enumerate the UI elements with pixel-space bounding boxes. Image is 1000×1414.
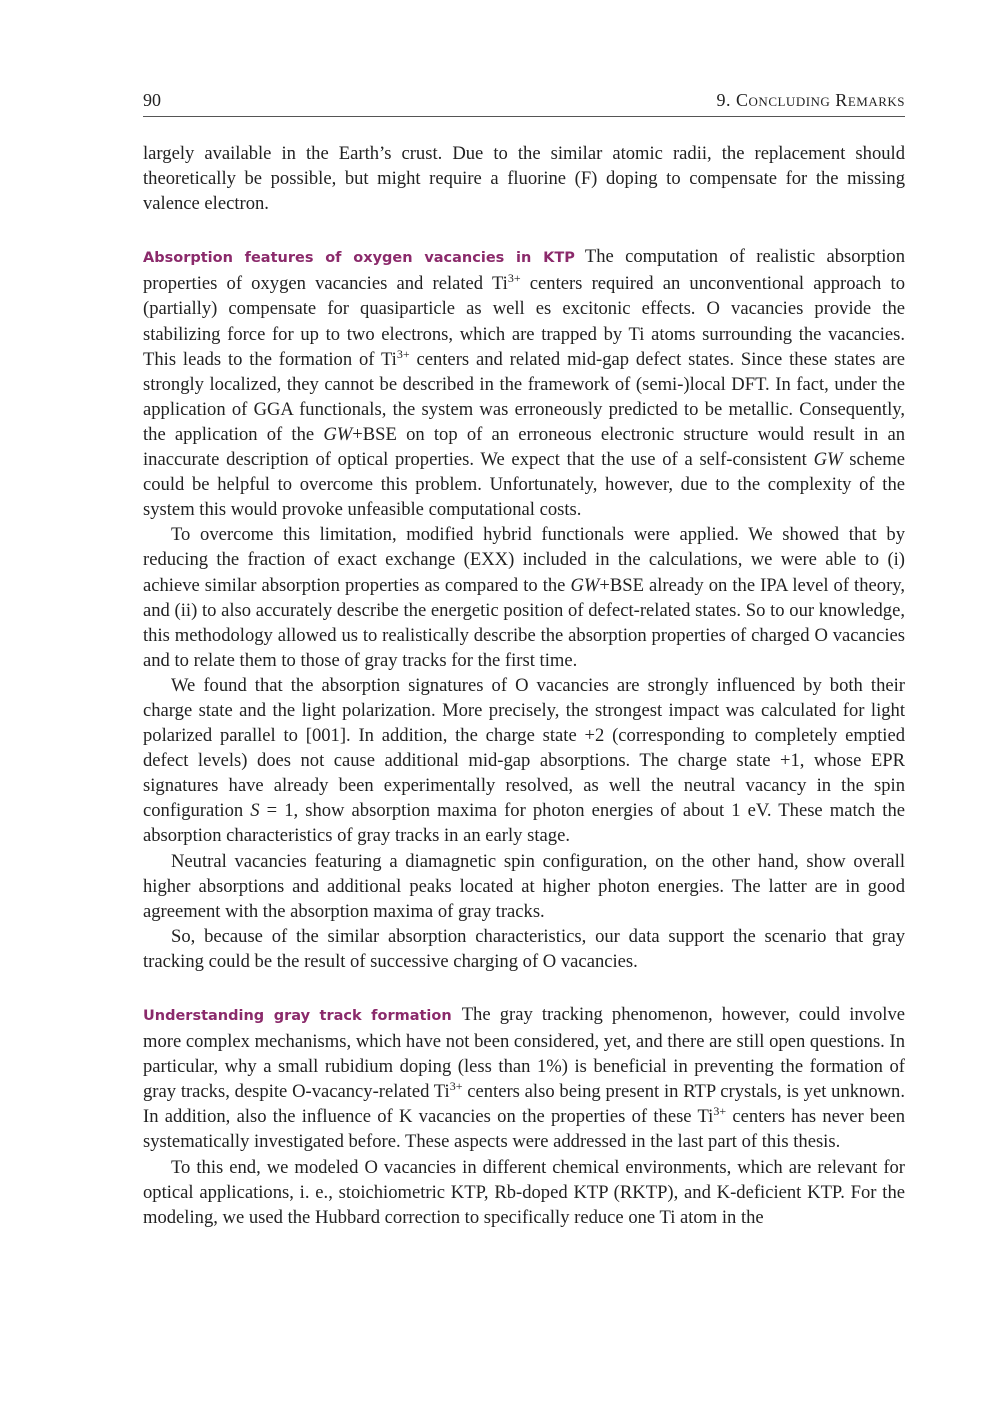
text-run: centers also being present in RTP crystals, is yet unknown. In addition, also the influence of K vacancies on the properties of these Ti (143, 1081, 906, 1128)
text-run: The computation of realistic absorption properties of oxygen vacancies and related Ti (143, 246, 905, 295)
text-run: scheme could be helpful to overcome this problem. Unfortunately, however, due to the complexity of the system this would provoke unfeasible computational costs. (143, 449, 905, 521)
text-run: The gray tracking phenomenon, however, could involve more complex mechanisms, which have not been considered, yet, and there are still open questions. In particular, why a small rubidium doping (less than 1%) is beneficial in preventing the formation of gray tracks, despite O-vacancy-related Ti (143, 1004, 905, 1103)
chapter-title: 9. Concluding Remarks (716, 90, 905, 110)
paragraph (143, 141, 905, 216)
paragraph (143, 924, 905, 974)
text-run: centers has never been systematically investigated before. These aspects were addressed in the last part of this thesis. (143, 1106, 906, 1153)
page-body (143, 141, 905, 1230)
paragraph-heading: Absorption features of oxygen vacancies in KTP (143, 250, 575, 267)
page-number: 90 (143, 90, 161, 110)
italic-text: GW (813, 449, 843, 471)
text-run: largely available in the Earth’s crust. Due to the similar atomic radii, the replacement should theoretically be possible, but might require a fluorine (F) doping to compensate for the missing valence electron. (143, 143, 905, 215)
text-run: To this end, we modeled O vacancies in different chemical environments, which are relevant for optical applications, i. e., stoichiometric KTP, Rb-doped KTP (RKTP), and K-deficient KTP. For the modeling, we used the Hubbard correction to specifically reduce one Ti atom in the (143, 1156, 905, 1228)
text-run: centers required an unconventional approach to (partially) compensate for quasiparticle as well es excitonic effects. O vacancies provide the stabilizing force for up to two electrons, which are trapped by Ti atoms surrounding the vacancies. This leads to the formation of Ti (143, 273, 905, 370)
superscript: 3+ (507, 271, 521, 286)
italic-text: GW (570, 574, 600, 596)
italic-text: S (250, 800, 260, 822)
paragraph (143, 522, 905, 673)
text-run: centers and related mid-gap defect states. Since these states are strongly localized, they cannot be described in the framework of (semi-)local DFT. In fact, under the application of GGA functionals, the system was erroneously predicted to be metallic. Consequently, the application of the (143, 348, 905, 445)
text-run: To overcome this limitation, modified hybrid functionals were applied. We showed that by reducing the fraction of exact exchange (EXX) included in the calculations, we were able to (i) achieve similar absorption properties as compared to the (143, 524, 905, 596)
italic-text: GW (323, 423, 353, 445)
paragraph (143, 849, 905, 924)
text-run: = 1, show absorption maxima for photon energies of about 1 eV. These match the absorption characteristics of gray tracks in an early stage. (143, 800, 905, 847)
superscript: 3+ (396, 346, 410, 361)
text-run: So, because of the similar absorption characteristics, our data support the scenario that gray tracking could be the result of successive charging of O vacancies. (143, 925, 905, 972)
paragraph-heading: Understanding gray track formation (143, 1008, 452, 1024)
superscript: 3+ (713, 1104, 727, 1119)
text-run: +BSE on top of an erroneous electronic structure would result in an inaccurate description of optical properties. We expect that the use of a self-consistent (143, 423, 905, 471)
superscript: 3+ (449, 1079, 463, 1094)
text-run: We found that the absorption signatures of O vacancies are strongly influenced by both their charge state and the light polarization. More precisely, the strongest impact was calculated for light polarized parallel to [001]. In addition, the charge state +2 (corresponding to completely emptied defect levels) does not cause additional mid-gap absorptions. The charge state +1, whose EPR signatures have already been experimentally resolved, as well the neutral vacancy in the spin configuration (143, 674, 905, 822)
text-run: +BSE already on the IPA level of theory, and (ii) to also accurately describe the energetic position of defect-related states. So to our knowledge, this methodology allowed us to realistically describe the absorption properties of charged O vacancies and to relate them to those of gray tracks for the first time. (143, 574, 905, 671)
paragraph (143, 1002, 905, 1155)
running-header (143, 90, 905, 117)
paragraph (143, 673, 905, 849)
text-run: Neutral vacancies featuring a diamagnetic spin configuration, on the other hand, show overall higher absorptions and additional peaks located at higher photon energies. The latter are in good agreement with the absorption maxima of gray tracks. (143, 850, 905, 922)
paragraph (143, 1155, 905, 1230)
paragraph (143, 244, 905, 522)
